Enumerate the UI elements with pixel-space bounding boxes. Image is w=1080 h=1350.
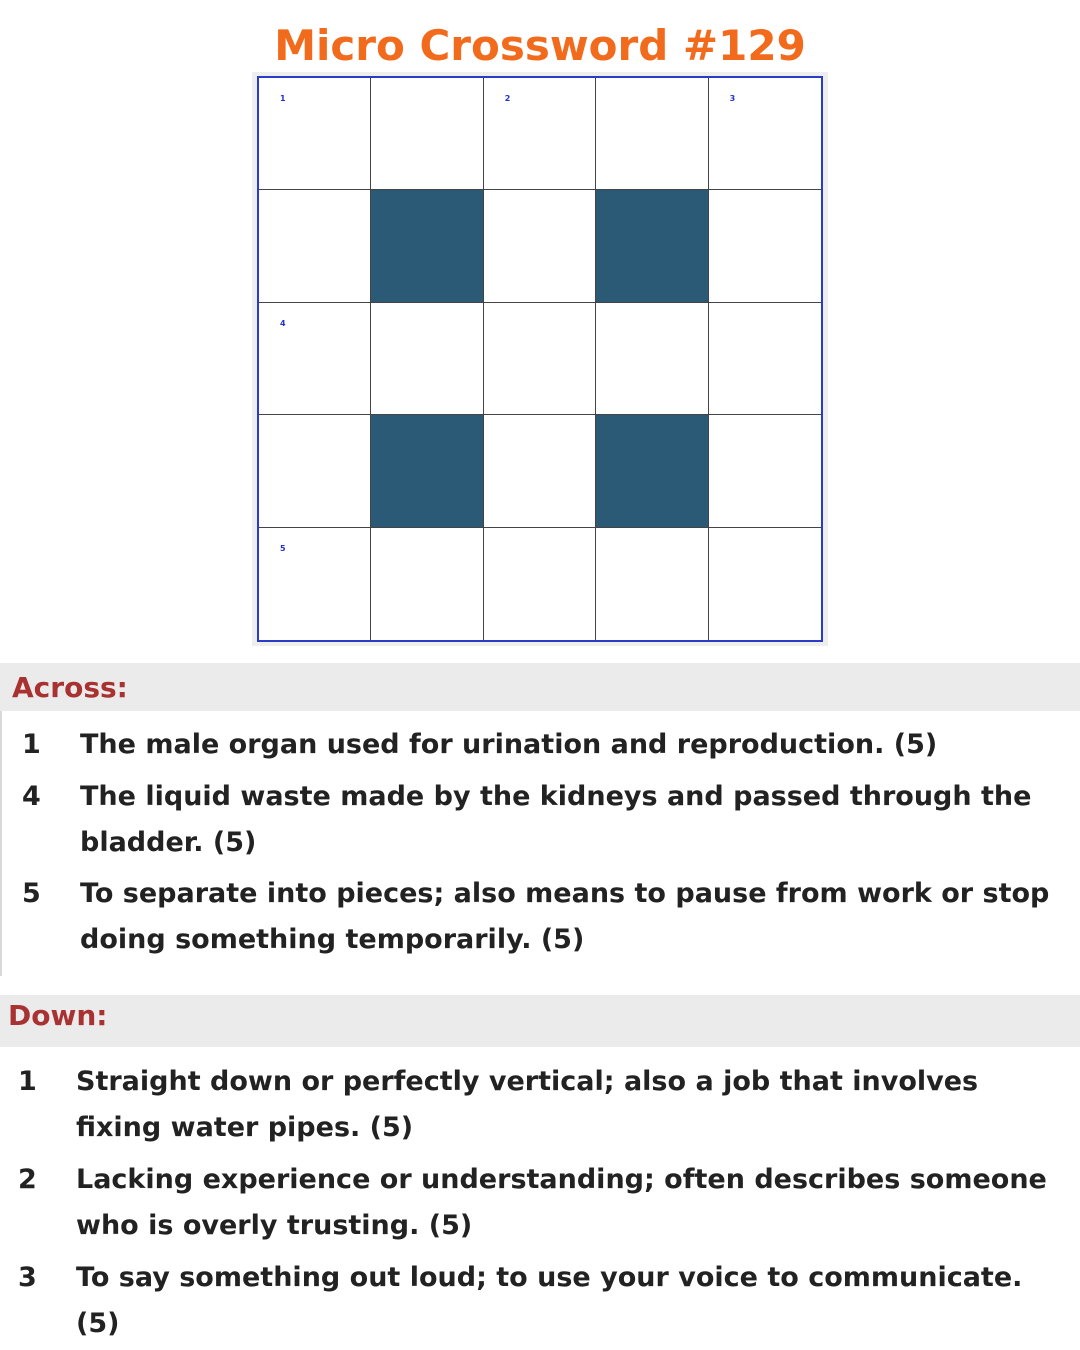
grid-cell[interactable] — [709, 78, 821, 190]
block-cell — [596, 190, 708, 302]
grid-cell[interactable] — [596, 78, 708, 190]
clue-text: To say something out loud; to use your voice to communicate. (5) — [76, 1262, 1023, 1339]
cell-number: 2 — [504, 94, 511, 103]
grid-cell[interactable] — [259, 528, 371, 640]
clue-text: The liquid waste made by the kidneys and passed through the bladder. (5) — [80, 781, 1032, 858]
grid-cell[interactable] — [709, 303, 821, 415]
clue-number: 1 — [22, 729, 41, 760]
grid-cell[interactable] — [484, 303, 596, 415]
grid-cell[interactable] — [709, 415, 821, 527]
cell-number: 5 — [280, 543, 286, 553]
clue-number: 5 — [22, 878, 41, 909]
block-cell — [371, 415, 483, 527]
grid-cell[interactable] — [259, 415, 371, 527]
puzzle-title: Micro Crossword #129 — [274, 21, 806, 70]
grid-cell[interactable] — [484, 190, 596, 302]
clue-number: 4 — [22, 781, 41, 812]
cell-number: 3 — [729, 94, 736, 103]
clue-text: Lacking experience or understanding; often describes someone who is overly trusting. (5) — [76, 1164, 1047, 1241]
grid-cell[interactable] — [596, 528, 708, 640]
down-header — [0, 995, 1080, 1047]
crossword-grid — [257, 76, 823, 642]
cell-number: 4 — [280, 318, 286, 328]
grid-cell[interactable] — [484, 415, 596, 527]
grid-cell[interactable] — [259, 78, 371, 190]
clue-text: To separate into pieces; also means to pause from work or stop doing something temporarily. (5) — [80, 878, 1050, 955]
grid-cell[interactable] — [371, 528, 483, 640]
clue-text: Straight down or perfectly vertical; also a job that involves fixing water pipes. (5) — [76, 1066, 979, 1143]
down-heading: Down: — [8, 999, 108, 1032]
grid-cell[interactable] — [484, 78, 596, 190]
grid-cell[interactable] — [596, 303, 708, 415]
across-divider — [0, 711, 2, 976]
grid-cell[interactable] — [709, 190, 821, 302]
grid-cell[interactable] — [259, 190, 371, 302]
block-cell — [371, 190, 483, 302]
across-header — [0, 663, 1080, 711]
cell-number: 1 — [280, 94, 286, 103]
grid-cell[interactable] — [371, 303, 483, 415]
clue-text: The male organ used for urination and reproduction. (5) — [80, 729, 938, 760]
grid-cell[interactable] — [709, 528, 821, 640]
clue-number: 3 — [18, 1262, 37, 1293]
across-heading: Across: — [12, 671, 128, 704]
grid-cell[interactable] — [259, 303, 371, 415]
clue-number: 1 — [18, 1066, 37, 1097]
clue-number: 2 — [18, 1164, 37, 1195]
block-cell — [596, 415, 708, 527]
grid-cell[interactable] — [371, 78, 483, 190]
grid-cell[interactable] — [484, 528, 596, 640]
